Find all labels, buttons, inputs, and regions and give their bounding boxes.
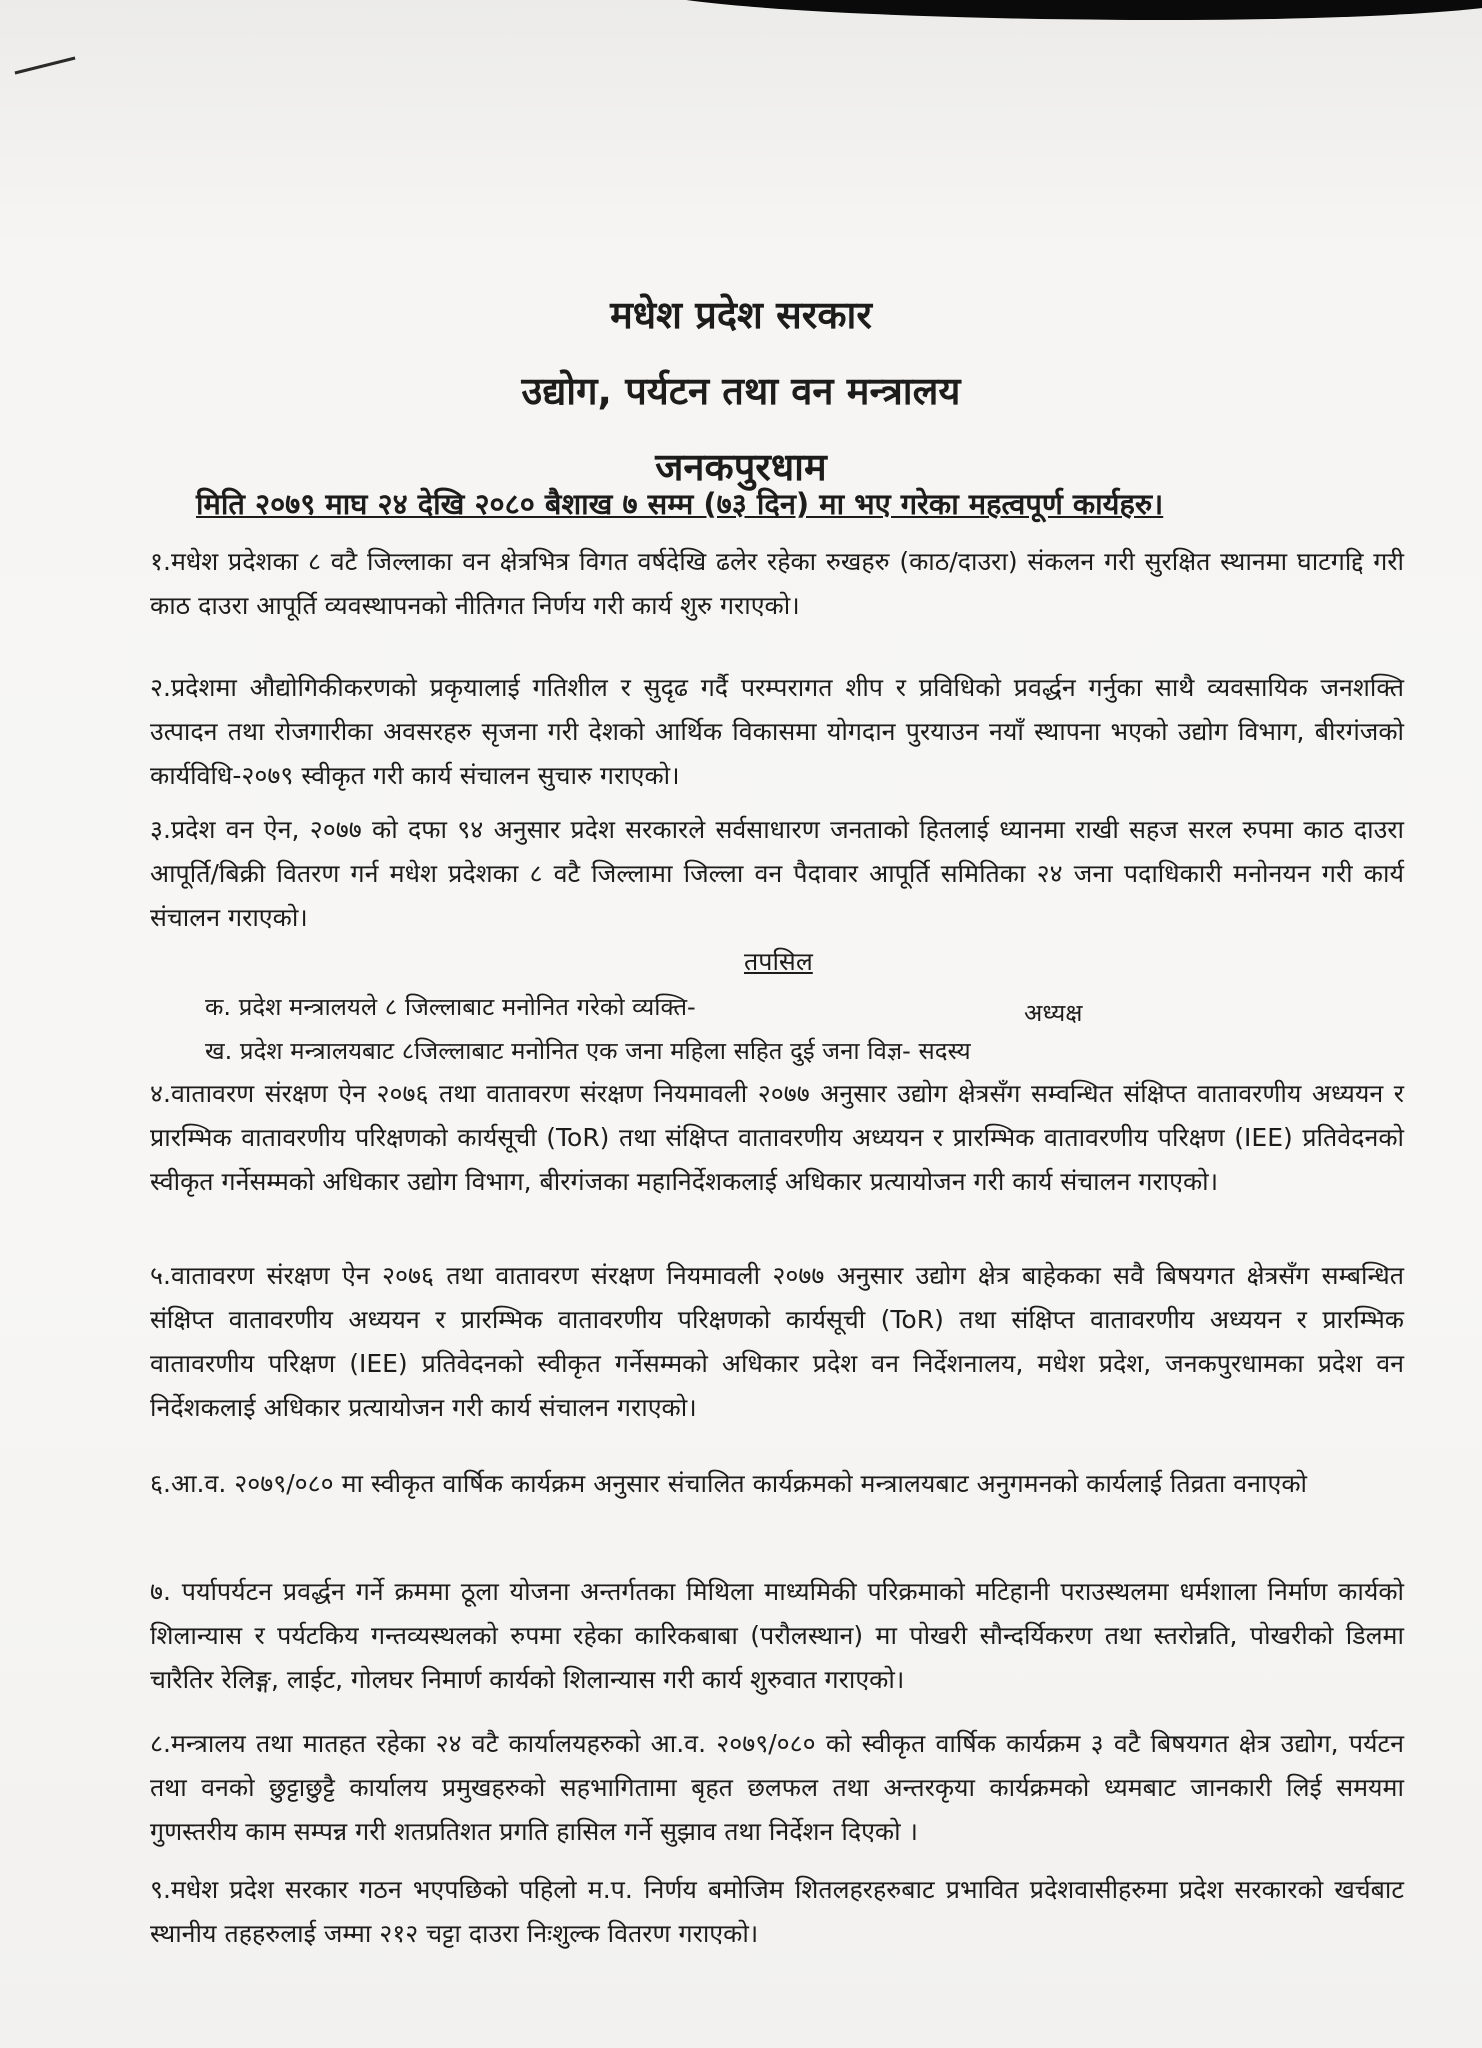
item-5: ५.वातावरण संरक्षण ऐन २०७६ तथा वातावरण संरक्षण नियमावली २०७७ अनुसार उद्योग क्षेत्र बाहेकका सवै बिषयगत क्षेत्रसँग सम्बन्धित संक्षिप्त वातावरणीय अध्ययन र प्रारम्भिक वातावरणीय परिक्षणको कार्यसूची (ToR) तथा संक्षिप्त वातावरणीय अध्ययन र प्रारम्भिक वातावरणीय परिक्षण (IEE) प्रतिवेदनको स्वीकृत गर्नेसम्मको अधिकार प्रदेश वन निर्देशनालय, मधेश प्रदेश, जनकपुरधामका प्रदेश वन निर्देशकलाई अधिकार प्रत्यायोजन गरी कार्य संचालन गराएको। bbox=[150, 1261, 1404, 1422]
item-9: ९.मधेश प्रदेश सरकार गठन भएपछिको पहिलो म.प. निर्णय बमोजिम शितलहरहरुबाट प्रभावित प्रदेशवासीहरुमा प्रदेश सरकारको खर्चबाट स्थानीय तहहरुलाई जम्मा २१२ चट्टा दाउरा निःशुल्क वितरण गराएको। bbox=[150, 1875, 1404, 1948]
item-7: ७. पर्यापर्यटन प्रवर्द्धन गर्ने क्रममा ठूला योजना अन्तर्गतका मिथिला माध्यमिकी परिक्रमाको मटिहानी पराउस्थलमा धर्मशाला निर्माण कार्यको शिलान्यास र पर्यटकिय गन्तव्यस्थलको रुपमा रहेका कारिकबाबा (परौलस्थान) मा पोखरी सौन्दर्यिकरण तथा स्तरोन्नति, पोखरीको डिलमा चारैतिर रेलिङ्ग, लाईट, गोलघर निमार्ण कार्यको शिलान्यास गरी कार्य शुरुवात गराएको। bbox=[150, 1577, 1404, 1694]
tapasil-heading: तपसिल bbox=[744, 947, 813, 976]
header-government: मधेश प्रदेश सरकार bbox=[610, 293, 872, 337]
item-1: १.मधेश प्रदेशका ८ वटै जिल्लाका वन क्षेत्रभित्र विगत वर्षदेखि ढलेर रहेका रुखहरु (काठ/दाउरा) संकलन गरी सुरक्षित स्थानमा घाटगद्दि गरी काठ दाउरा आपूर्ति व्यवस्थापनको नीतिगत निर्णय गरी कार्य शुरु गराएको। bbox=[150, 547, 1404, 620]
tapasil-ka-role: अध्यक्ष bbox=[1024, 999, 1083, 1027]
item-4: ४.वातावरण संरक्षण ऐन २०७६ तथा वातावरण संरक्षण नियमावली २०७७ अनुसार उद्योग क्षेत्रसँग सम्वन्धित संक्षिप्त वातावरणीय अध्ययन र प्रारम्भिक वातावरणीय परिक्षणको कार्यसूची (ToR) तथा संक्षिप्त वातावरणीय अध्ययन र प्रारम्भिक वातावरणीय परिक्षण (IEE) प्रतिवेदनको स्वीकृत गर्नेसम्मको अधिकार उद्योग विभाग, बीरगंजका महानिर्देशकलाई अधिकार प्रत्यायोजन गरी कार्य संचालन गराएको। bbox=[150, 1079, 1404, 1196]
item-3: ३.प्रदेश वन ऐन, २०७७ को दफा ९४ अनुसार प्रदेश सरकारले सर्वसाधारण जनताको हितलाई ध्यानमा राखी सहज सरल रुपमा काठ दाउरा आपूर्ति/बिक्री वितरण गर्न मधेश प्रदेशका ८ वटै जिल्लामा जिल्ला वन पैदावार आपूर्ति समितिका २४ जना पदाधिकारी मनोनयन गरी कार्य संचालन गराएको। bbox=[150, 815, 1404, 932]
document-subtitle: मिति २०७९ माघ २४ देखि २०८० बैशाख ७ सम्म (७३ दिन) मा भए गरेका महत्वपूर्ण कार्यहरु। bbox=[196, 487, 1164, 521]
header-ministry: उद्योग, पर्यटन तथा वन मन्त्रालय bbox=[521, 369, 961, 413]
pen-mark bbox=[15, 57, 76, 75]
header-location: जनकपुरधाम bbox=[655, 445, 827, 489]
tapasil-ka: क. प्रदेश मन्त्रालयले ८ जिल्लाबाट मनोनित गरेको व्यक्ति- bbox=[205, 993, 696, 1021]
item-6: ६.आ.व. २०७९/०८० मा स्वीकृत वार्षिक कार्यक्रम अनुसार संचालित कार्यक्रमको मन्त्रालयबाट अनुगमनको कार्यलाई तिव्रता वनाएको bbox=[150, 1469, 1307, 1498]
tapasil-kha: ख. प्रदेश मन्त्रालयबाट ८जिल्लाबाट मनोनित एक जना महिला सहित दुई जना विज्ञ- सदस्य bbox=[205, 1037, 971, 1065]
item-2: २.प्रदेशमा औद्योगिकीकरणको प्रकृयालाई गतिशील र सुदृढ गर्दै परम्परागत शीप र प्रविधिको प्रवर्द्धन गर्नुका साथै व्यवसायिक जनशक्ति उत्पादन तथा रोजगारीका अवसरहरु सृजना गरी देशको आर्थिक विकासमा योगदान पुरयाउन नयाँ स्थापना भएको उद्योग विभाग, बीरगंजको कार्यविधि-२०७९ स्वीकृत गरी कार्य संचालन सुचारु गराएको। bbox=[150, 673, 1404, 790]
scan-edge-shadow bbox=[630, 0, 1482, 20]
item-8: ८.मन्त्रालय तथा मातहत रहेका २४ वटै कार्यालयहरुको आ.व. २०७९/०८० को स्वीकृत वार्षिक कार्यक्रम ३ वटै बिषयगत क्षेत्र उद्योग, पर्यटन तथा वनको छुट्टाछुट्टै कार्यालय प्रमुखहरुको सहभागितामा बृहत छलफल तथा अन्तरकृया कार्यक्रमको ध्यमबाट जानकारी लिई समयमा गुणस्तरीय काम सम्पन्न गरी शतप्रतिशत प्रगति हासिल गर्ने सुझाव तथा निर्देशन दिएको । bbox=[150, 1729, 1404, 1846]
